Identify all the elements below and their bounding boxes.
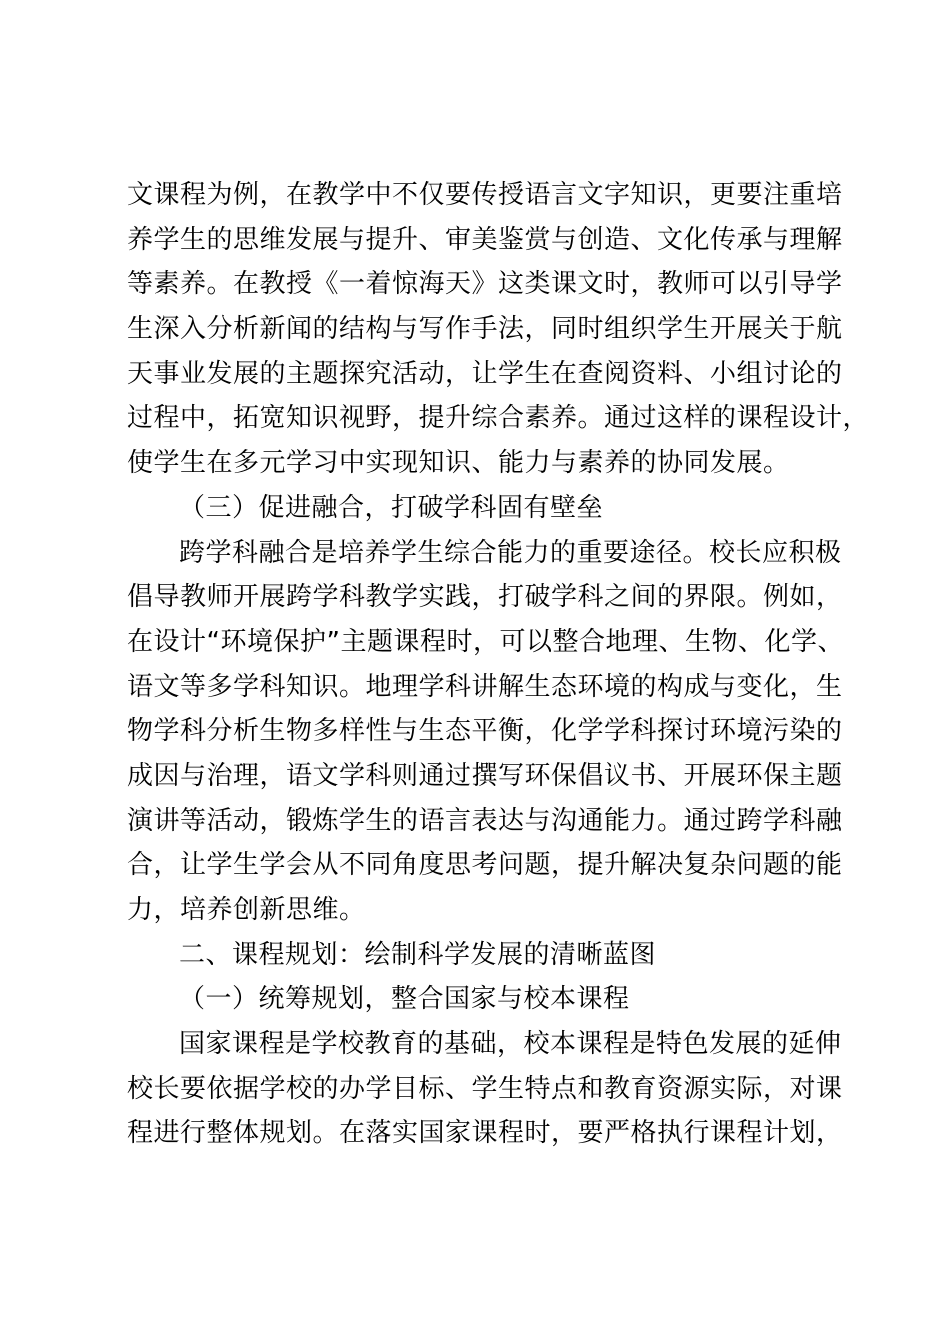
paragraph-line: 校长要依据学校的办学目标、学生特点和教育资源实际，对课 [127, 1073, 843, 1104]
paragraph-line: 演讲等活动，锻炼学生的语言表达与沟通能力。通过跨学科融 [127, 805, 843, 836]
paragraph-line: 跨学科融合是培养学生综合能力的重要途径。校长应积极 [179, 537, 842, 568]
document-body [127, 173, 870, 1156]
paragraph-line: 语文等多学科知识。地理学科讲解生态环境的构成与变化，生 [127, 671, 843, 702]
section-heading-1: （一）统筹规划，整合国家与校本课程 [179, 984, 630, 1015]
paragraph-line: 物学科分析生物多样性与生态平衡，化学学科探讨环境污染的 [127, 716, 843, 747]
paragraph-line: 等素养。在教授《一着惊海天》这类课文时，教师可以引导学 [127, 269, 843, 300]
paragraph-line: 在设计“环境保护”主题课程时，可以整合地理、生物、化学、 [127, 626, 844, 657]
paragraph-line: 使学生在多元学习中实现知识、能力与素养的协同发展。 [127, 448, 790, 479]
chapter-heading-2: 二、课程规划：绘制科学发展的清晰蓝图 [179, 939, 657, 970]
paragraph-line: 程进行整体规划。在落实国家课程时，要严格执行课程计划， [127, 1118, 843, 1149]
paragraph-line: 国家课程是学校教育的基础，校本课程是特色发展的延伸 [179, 1029, 842, 1060]
paragraph-line: 文课程为例，在教学中不仅要传授语言文字知识，更要注重培 [127, 180, 843, 210]
paragraph-line: 合，让学生学会从不同角度思考问题，提升解决复杂问题的能 [127, 850, 843, 881]
paragraph-line: 天事业发展的主题探究活动，让学生在查阅资料、小组讨论的 [127, 358, 843, 389]
paragraph-line: 生深入分析新闻的结构与写作手法，同时组织学生开展关于航 [127, 314, 843, 345]
paragraph-line: 养学生的思维发展与提升、审美鉴赏与创造、文化传承与理解 [127, 224, 843, 255]
section-heading-3: （三）促进融合，打破学科固有壁垒 [179, 492, 604, 523]
paragraph-line: 力，培养创新思维。 [127, 895, 366, 925]
paragraph-line: 成因与治理，语文学科则通过撰写环保倡议书、开展环保主题 [127, 760, 843, 791]
paragraph-line: 过程中，拓宽知识视野，提升综合素养。通过这样的课程设计， [127, 403, 870, 434]
paragraph-line: 倡导教师开展跨学科教学实践，打破学科之间的界限。例如， [127, 582, 843, 613]
